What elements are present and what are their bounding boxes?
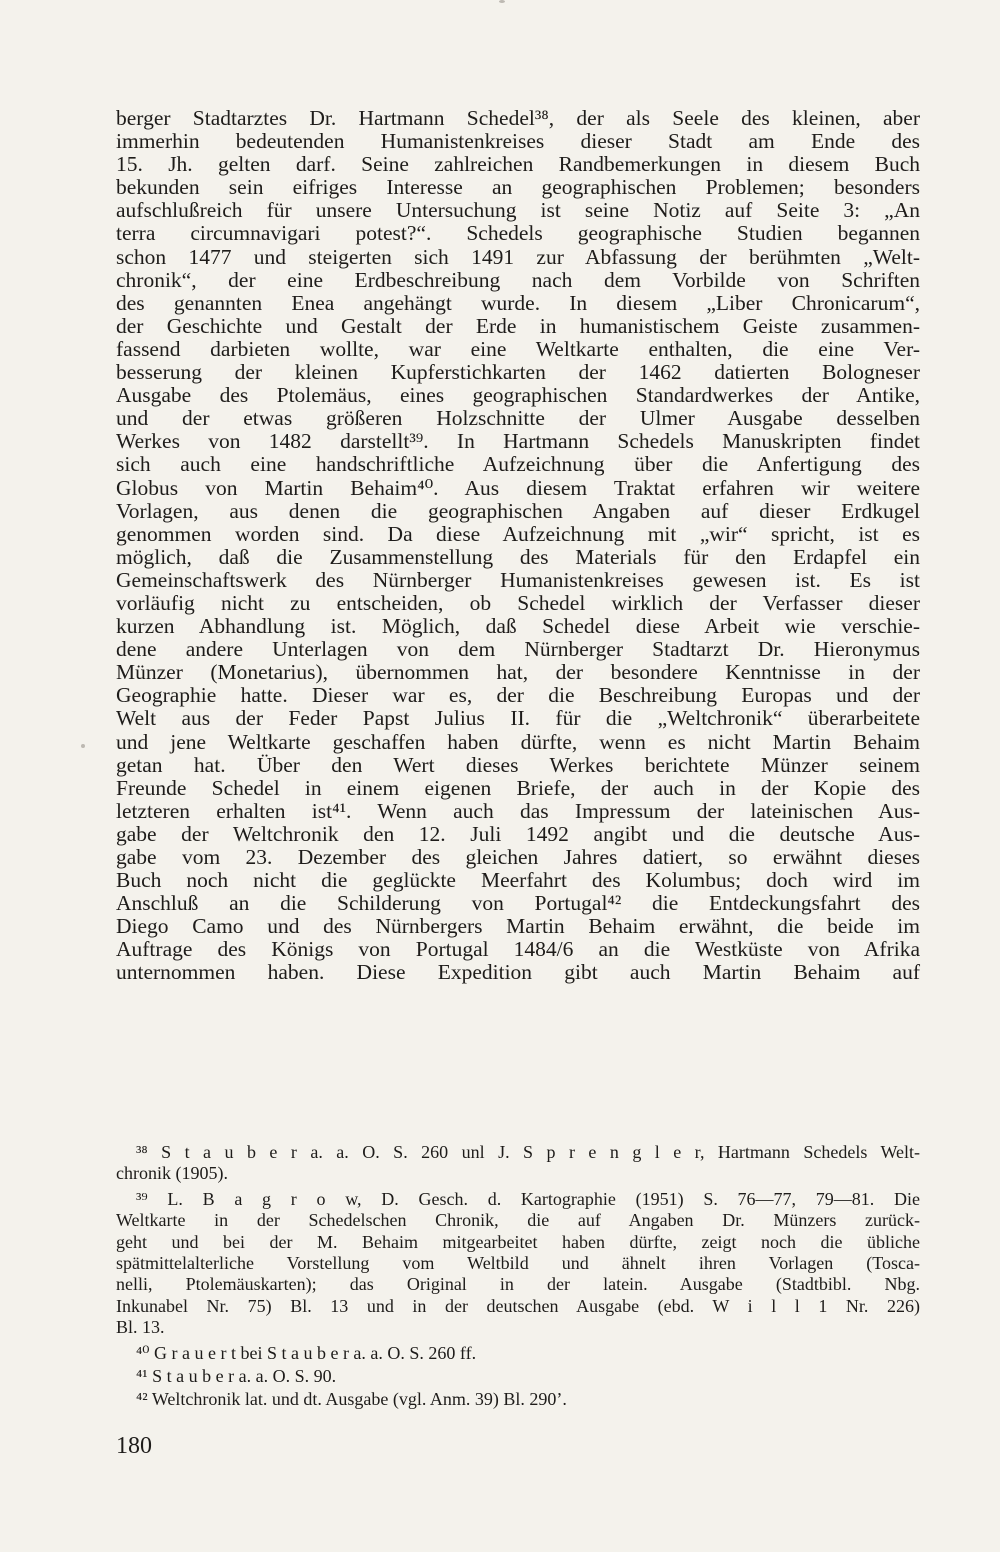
footnote-line: nelli, Ptolemäuskarten); das Original in der latein. Ausgabe (Stadtbibl. Nbg. — [116, 1274, 920, 1295]
body-line: Münzer (Monetarius), übernommen hat, der besondere Kenntnisse in der — [116, 660, 920, 685]
body-line: Buch noch nicht die geglückte Meerfahrt des Kolumbus; doch wird im — [116, 868, 920, 893]
body-line: unternommen haben. Diese Expedition gibt auch Martin Behaim auf — [116, 960, 920, 985]
body-line: genommen worden sind. Da diese Aufzeichnung mit „wir“ spricht, ist es — [116, 521, 920, 546]
body-line: fassend darbieten wollte, war eine Weltkarte enthalten, die eine Ver- — [116, 336, 920, 361]
body-line: Welt aus der Feder Papst Julius II. für die „Weltchronik“ überarbeitete — [116, 706, 920, 731]
body-line: des genannten Enea angehängt wurde. In diesem „Liber Chronicarum“, — [116, 290, 920, 315]
footnote-39 — [116, 1189, 920, 1339]
footnote-line: chronik (1905). — [116, 1163, 228, 1184]
body-line: berger Stadtarztes Dr. Hartmann Schedel³⁸, der als Seele des kleinen, aber — [116, 106, 920, 130]
main-text-block — [116, 107, 920, 985]
footnote-line: spätmittelalterliche Vorstellung vom Weltbild und ähnelt ihren Vorlagen (Tosca- — [116, 1252, 920, 1273]
body-line: und der etwas größeren Holzschnitte der Ulmer Ausgabe desselben — [116, 406, 920, 431]
body-line: Anschluß an die Schilderung von Portugal⁴² die Entdeckungsfahrt des — [116, 891, 920, 916]
body-line: Werkes von 1482 darstellt³⁹. In Hartmann Schedels Manuskripten findet — [116, 429, 920, 454]
body-line: Vorlagen, aus denen die geographischen Angaben auf dieser Erdkugel — [116, 498, 920, 523]
body-line: dene andere Unterlagen von dem Nürnberger Stadtarzt Dr. Hieronymus — [116, 637, 920, 662]
body-line: chronik“, der eine Erdbeschreibung nach dem Vorbilde von Schriften — [116, 267, 920, 292]
page-number: 180 — [116, 1433, 152, 1459]
paper-speck — [81, 744, 85, 748]
footnote-41 — [116, 1366, 920, 1387]
body-line: gabe der Weltchronik den 12. Juli 1492 angibt und die deutsche Aus- — [116, 821, 920, 846]
body-line: sich auch eine handschriftliche Aufzeichnung über die Anfertigung des — [116, 452, 920, 477]
body-line: Geographie hatte. Dieser war es, der die Beschreibung Europas und der — [116, 683, 920, 708]
footnotes — [116, 1142, 920, 1411]
body-line: und jene Weltkarte geschaffen haben dürfte, wenn es nicht Martin Behaim — [116, 729, 920, 754]
body-line: immerhin bedeutenden Humanistenkreises dieser Stadt am Ende des — [116, 129, 920, 154]
body-line: möglich, daß die Zusammenstellung des Materials für den Erdapfel ein — [116, 544, 920, 569]
body-line: terra circumnavigari potest?“. Schedels geographische Studien begannen — [116, 221, 920, 246]
footnote-42 — [116, 1389, 920, 1410]
footnote-line: geht und bei der M. Behaim mitgearbeitet haben dürfte, zeigt noch die übliche — [116, 1231, 920, 1252]
body-line: bekunden sein eifriges Interesse an geographischen Problemen; besonders — [116, 175, 920, 200]
footnote-line: Weltkarte in der Schedelschen Chronik, die auf Angaben Dr. Münzers zurück- — [116, 1210, 920, 1231]
body-line: aufschlußreich für unsere Untersuchung ist seine Notiz auf Seite 3: „An — [116, 198, 920, 223]
body-line: schon 1477 und steigerten sich 1491 zur Abfassung der berühmten „Welt- — [116, 244, 920, 269]
body-line: Auftrage des Königs von Portugal 1484/6 an die Westküste von Afrika — [116, 937, 920, 962]
body-line: 15. Jh. gelten darf. Seine zahlreichen Randbemerkungen in diesem Buch — [116, 152, 920, 177]
body-line: vorläufig nicht zu entscheiden, ob Schedel wirklich der Verfasser dieser — [116, 590, 920, 615]
body-line: getan hat. Über den Wert dieses Werkes berichtete Münzer seinem — [116, 752, 920, 777]
body-line: der Geschichte und Gestalt der Erde in humanistischem Geiste zusammen- — [116, 313, 920, 338]
footnote-line: ⁴² Weltchronik lat. und dt. Ausgabe (vgl. Anm. 39) Bl. 290’. — [136, 1389, 567, 1410]
body-line: Freunde Schedel in einem eigenen Briefe, der auch in der Kopie des — [116, 775, 920, 800]
footnote-line: ⁴¹ S t a u b e r a. a. O. S. 90. — [136, 1365, 337, 1386]
footnote-38 — [116, 1142, 920, 1185]
footnote-line: ³⁹ L. B a g r o w, D. Gesch. d. Kartographie (1951) S. 76—77, 79—81. Die — [136, 1188, 920, 1209]
body-line: gabe vom 23. Dezember des gleichen Jahres datiert, so erwähnt dieses — [116, 845, 920, 869]
body-line: Gemeinschaftswerk des Nürnberger Humanistenkreises gewesen ist. Es ist — [116, 567, 920, 592]
footnote-line: Bl. 13. — [116, 1317, 165, 1338]
footnote-40 — [116, 1343, 920, 1364]
body-line: Globus von Martin Behaim⁴⁰. Aus diesem Traktat erfahren wir weitere — [116, 475, 920, 500]
body-line: letzteren erhalten ist⁴¹. Wenn auch das Impressum der lateinischen Aus- — [116, 798, 920, 823]
footnote-line: ⁴⁰ G r a u e r t bei S t a u b e r a. a. O. S. 260 ff. — [136, 1342, 477, 1363]
footnote-line: ³⁸ S t a u b e r a. a. O. S. 260 unl J. S p r e n g l e r, Hartmann Schedels Welt- — [136, 1142, 920, 1162]
paper-speck — [499, 0, 505, 3]
footnote-line: Inkunabel Nr. 75) Bl. 13 und in der deutschen Ausgabe (ebd. W i l l 1 Nr. 226) — [116, 1295, 920, 1316]
body-line: besserung der kleinen Kupferstichkarten der 1462 datierten Bologneser — [116, 360, 920, 385]
body-line: Diego Camo und des Nürnbergers Martin Behaim erwähnt, die beide im — [116, 914, 920, 939]
body-line: Ausgabe des Ptolemäus, eines geographischen Standardwerkes der Antike, — [116, 383, 920, 408]
body-line: kurzen Abhandlung ist. Möglich, daß Schedel diese Arbeit wie verschie- — [116, 614, 920, 639]
